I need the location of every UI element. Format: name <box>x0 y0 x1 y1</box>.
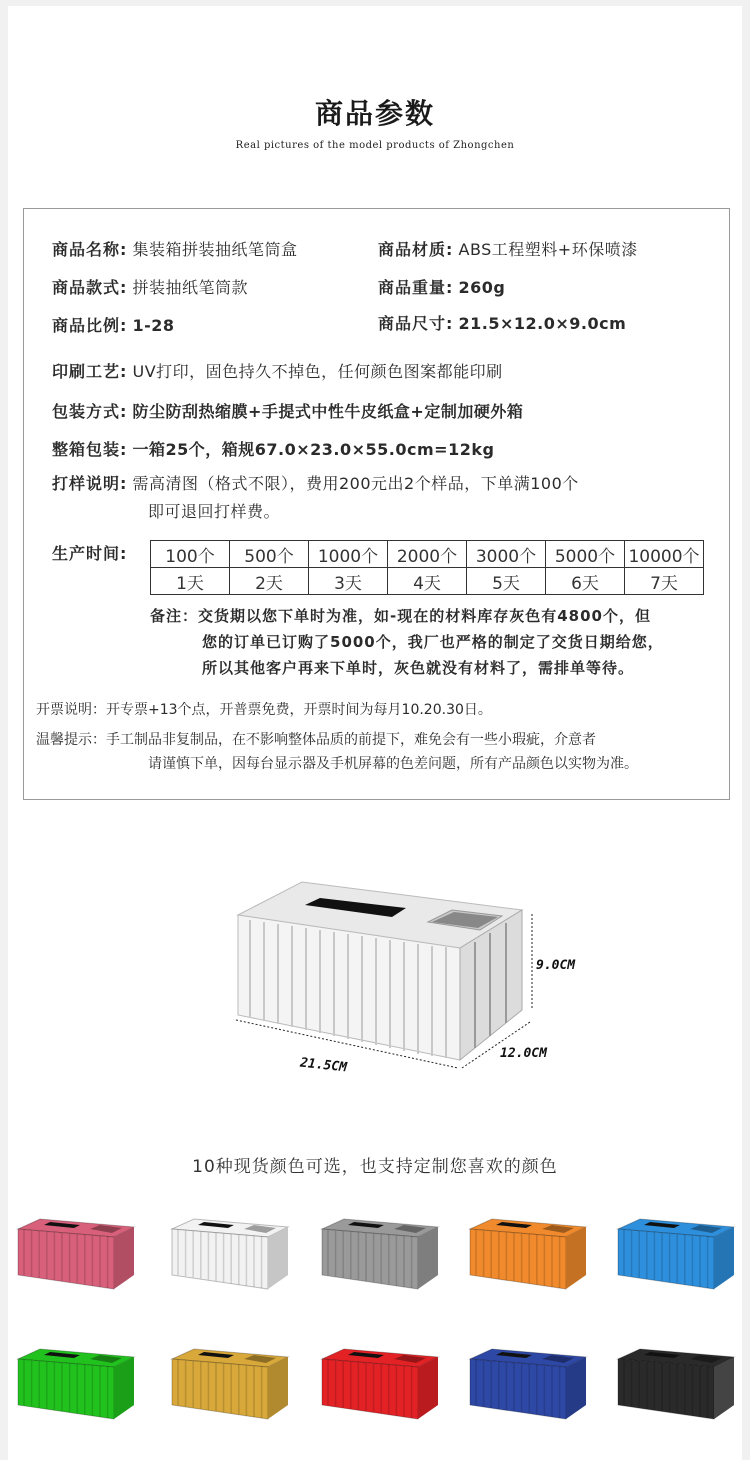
days-cell: 7天 <box>625 568 704 595</box>
colors-title: 10种现货颜色可选，也支持定制您喜欢的颜色 <box>192 1157 558 1177</box>
spec-scale: 商品比例: 1-28 <box>52 316 175 335</box>
color-variant-10 <box>614 1345 738 1425</box>
color-variant-7 <box>168 1345 292 1425</box>
tip-note-1: 温馨提示：手工制品非复制品，在不影响整体品质的前提下，难免会有一些小瑕疵，介意者 <box>36 732 596 748</box>
dim-height-label: 9.0CM <box>536 958 576 973</box>
production-days-row <box>151 568 704 595</box>
production-qty-row <box>151 541 704 568</box>
spec-material: 商品材质: ABS工程塑料+环保喷漆 <box>378 240 638 259</box>
production-note-1: 备注：交货期以您下单时为准，如-现在的材料库存灰色有4800个，但 <box>150 607 651 625</box>
tip-note-2: 请谨慎下单，因每台显示器及手机屏幕的色差问题，所有产品颜色以实物为准。 <box>148 756 638 772</box>
frame-left <box>0 0 8 1460</box>
production-note-3: 所以其他客户再来下单时，灰色就没有材料了，需排单等待。 <box>202 659 635 677</box>
color-variant-4 <box>466 1215 590 1295</box>
qty-cell: 1000个 <box>309 541 388 568</box>
days-cell: 1天 <box>151 568 230 595</box>
qty-cell: 10000个 <box>625 541 704 568</box>
dim-length-label: 21.5CM <box>299 1055 348 1076</box>
days-cell: 2天 <box>230 568 309 595</box>
qty-cell: 3000个 <box>467 541 546 568</box>
spec-size: 商品尺寸: 21.5×12.0×9.0cm <box>378 314 627 333</box>
production-table <box>150 540 704 595</box>
spec-panel <box>23 208 730 800</box>
qty-cell: 2000个 <box>388 541 467 568</box>
qty-cell: 100个 <box>151 541 230 568</box>
days-cell: 3天 <box>309 568 388 595</box>
color-variant-1 <box>14 1215 138 1295</box>
spec-box: 整箱包装: 一箱25个，箱规67.0×23.0×55.0cm=12kg <box>52 440 495 459</box>
qty-cell: 500个 <box>230 541 309 568</box>
spec-pack: 包装方式: 防尘防刮热缩膜+手提式中性牛皮纸盒+定制加硬外箱 <box>52 402 524 421</box>
production-label: 生产时间: <box>52 544 128 563</box>
color-variant-8 <box>318 1345 442 1425</box>
frame-right <box>742 0 750 1460</box>
days-cell: 4天 <box>388 568 467 595</box>
spec-print: 印刷工艺: UV打印，固色持久不掉色，任何颜色图案都能印刷 <box>52 362 503 381</box>
frame-top <box>0 0 750 6</box>
spec-name: 商品名称: 集装箱拼装抽纸笔筒盒 <box>52 240 298 259</box>
spec-style: 商品款式: 拼装抽纸笔筒款 <box>52 278 249 297</box>
dim-depth-label: 12.0CM <box>500 1046 547 1061</box>
qty-cell: 5000个 <box>546 541 625 568</box>
days-cell: 6天 <box>546 568 625 595</box>
spec-sample: 打样说明: 需高清图（格式不限），费用200元出2个样品，下单满100个 <box>52 474 579 493</box>
production-note-2: 您的订单已订购了5000个，我厂也严格的制定了交货日期给您， <box>202 633 664 651</box>
spec-sample-cont: 即可退回打样费。 <box>148 502 281 521</box>
color-variant-6 <box>14 1345 138 1425</box>
days-cell: 5天 <box>467 568 546 595</box>
page-title: 商品参数 <box>314 97 435 130</box>
color-variant-5 <box>614 1215 738 1295</box>
color-variant-2 <box>168 1215 292 1295</box>
color-variant-9 <box>466 1345 590 1425</box>
invoice-note: 开票说明：开专票+13个点，开普票免费，开票时间为每月10.20.30日。 <box>36 702 492 718</box>
page-subtitle: Real pictures of the model products of Zhongchen <box>235 140 515 151</box>
color-variant-3 <box>318 1215 442 1295</box>
spec-weight: 商品重量: 260g <box>378 278 506 297</box>
